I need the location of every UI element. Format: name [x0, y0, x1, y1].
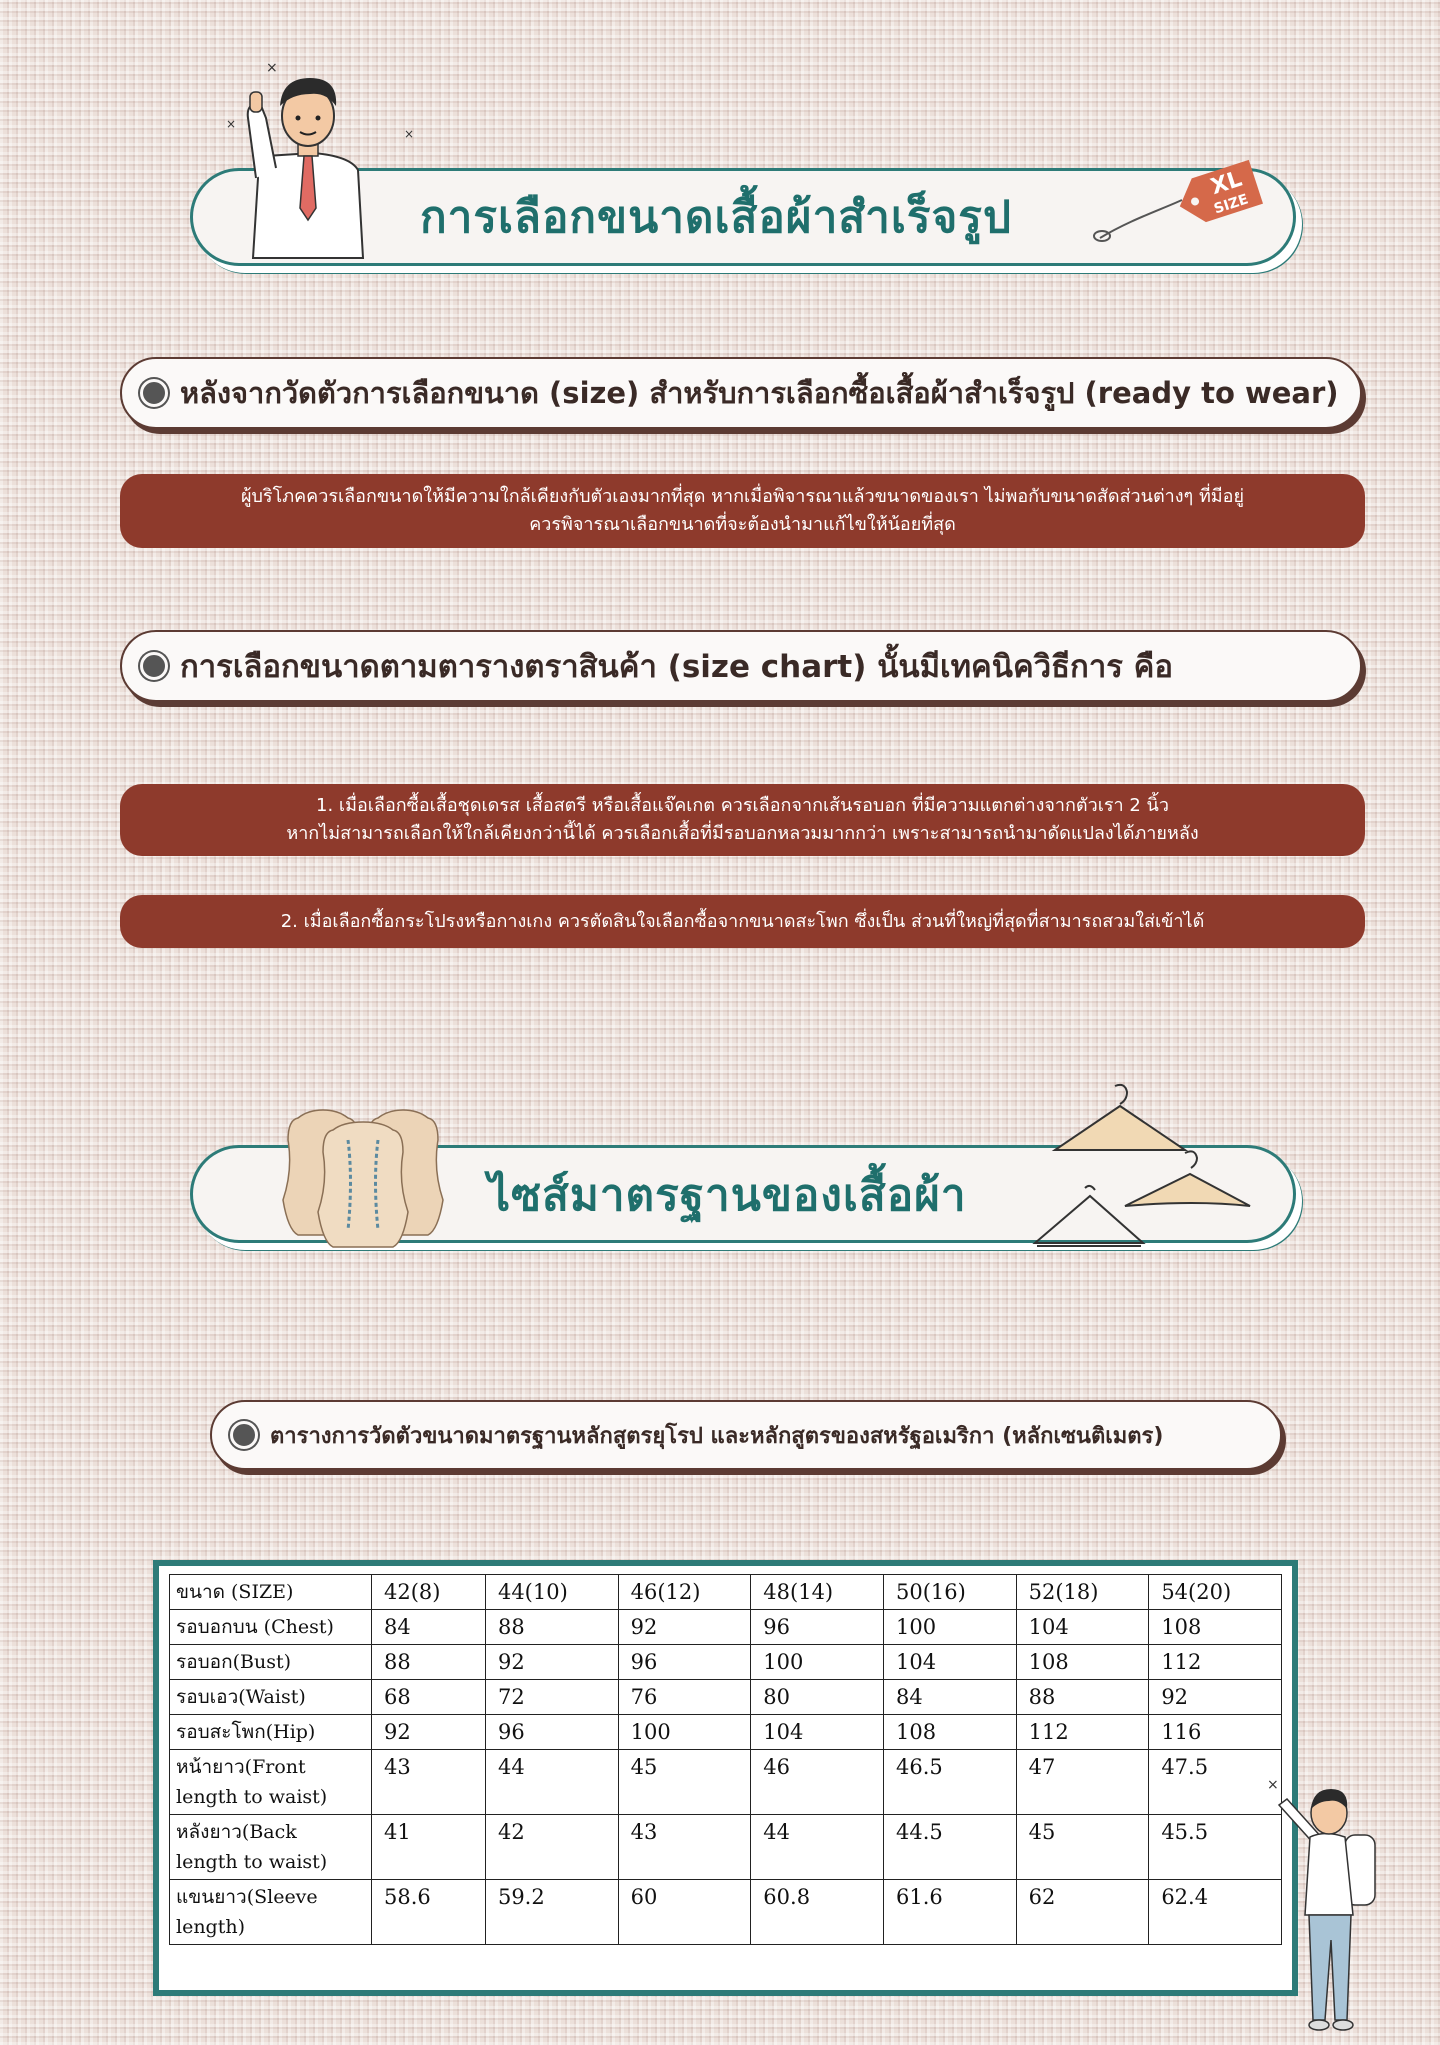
- table-cell: 42(8): [372, 1575, 486, 1610]
- row-label: รอบสะโพก(Hip): [170, 1715, 372, 1750]
- table-cell: 84: [372, 1610, 486, 1645]
- table-cell: 76: [618, 1680, 751, 1715]
- table-cell: 48(14): [751, 1575, 884, 1610]
- info2-bar: [120, 784, 1365, 856]
- table-cell: 108: [1149, 1610, 1282, 1645]
- table-cell: 104: [1016, 1610, 1149, 1645]
- table-cell: 92: [372, 1715, 486, 1750]
- table-cell: 92: [1149, 1680, 1282, 1715]
- table-cell: 45: [1016, 1815, 1149, 1880]
- row-label: รอบอกบน (Chest): [170, 1610, 372, 1645]
- table-row: [170, 1680, 1282, 1715]
- table-cell: 44: [751, 1815, 884, 1880]
- table-cell: 59.2: [485, 1880, 618, 1945]
- section1-title: การเลือกขนาดเสื้อผ้าสำเร็จรูป: [420, 192, 1012, 243]
- table-cell: 47: [1016, 1750, 1149, 1815]
- table-cell: 46: [751, 1750, 884, 1815]
- table-cell: 112: [1149, 1645, 1282, 1680]
- row-label: รอบเอว(Waist): [170, 1680, 372, 1715]
- info2-line2: หากไม่สามารถเลือกให้ใกล้เคียงกว่านี้ได้ ควรเลือกเสื้อที่มีรอบอกหลวมมากกว่า เพราะสามารถนำมาดัดแปลงได้ภายหลัง: [286, 823, 1199, 844]
- row-label: แขนยาว(Sleeve length): [170, 1880, 372, 1945]
- table-cell: 62: [1016, 1880, 1149, 1945]
- table-cell: 84: [883, 1680, 1016, 1715]
- table-cell: 108: [883, 1715, 1016, 1750]
- info1-line2: ควรพิจารณาเลือกขนาดที่จะต้องนำมาแก้ไขให้น้อยที่สุด: [529, 514, 956, 535]
- table-cell: 112: [1016, 1715, 1149, 1750]
- size-tag-icon: [1090, 150, 1270, 250]
- table-cell: 45: [618, 1750, 751, 1815]
- tag-xl-text: XL: [1207, 166, 1246, 201]
- table-cell: 88: [372, 1645, 486, 1680]
- table-row: [170, 1750, 1282, 1815]
- table-cell: 68: [372, 1680, 486, 1715]
- table-cell: 50(16): [883, 1575, 1016, 1610]
- tag-size-text: SIZE: [1212, 191, 1251, 218]
- info1-bar: [120, 474, 1365, 548]
- svg-text:×: ×: [404, 127, 415, 141]
- bullet-icon: [140, 379, 168, 407]
- table-cell: 60: [618, 1880, 751, 1945]
- heading3-pill: [210, 1400, 1282, 1470]
- svg-text:×: ×: [1267, 1777, 1279, 1793]
- heading2-text: การเลือกขนาดตามตารางตราสินค้า (size chart) นั้นมีเทคนิควิธีการ คือ: [180, 649, 1174, 685]
- table-cell: 47.5: [1149, 1750, 1282, 1815]
- table-cell: 43: [618, 1815, 751, 1880]
- table-row: [170, 1645, 1282, 1680]
- row-label: หลังยาว(Back length to waist): [170, 1815, 372, 1880]
- table-cell: 96: [618, 1645, 751, 1680]
- table-cell: 44: [485, 1750, 618, 1815]
- table-cell: 96: [751, 1610, 884, 1645]
- info1-line1: ผู้บริโภคควรเลือกขนาดให้มีความใกล้เคียงกับตัวเองมากที่สุด หากเมื่อพิจารณาแล้วขนาดของเรา ไม่พอกับขนาดสัดส่วนต่างๆ ที่มีอยู่: [240, 486, 1245, 507]
- table-row: [170, 1815, 1282, 1880]
- student-pointing-illustration: [1265, 1775, 1395, 2040]
- clothes-hangers: [1025, 1078, 1265, 1258]
- table-cell: 60.8: [751, 1880, 884, 1945]
- table-cell: 42: [485, 1815, 618, 1880]
- table-cell: 54(20): [1149, 1575, 1282, 1610]
- table-cell: 72: [485, 1680, 618, 1715]
- svg-text:×: ×: [226, 117, 237, 131]
- man-pointing-illustration: [218, 58, 415, 268]
- row-label: หน้ายาว(Front length to waist): [170, 1750, 372, 1815]
- table-cell: 61.6: [883, 1880, 1016, 1945]
- heading1-text: หลังจากวัดตัวการเลือกขนาด (size) สำหรับการเลือกซื้อเสื้อผ้าสำเร็จรูป (ready to wear): [180, 376, 1339, 410]
- table-cell: 58.6: [372, 1880, 486, 1945]
- table-cell: 88: [485, 1610, 618, 1645]
- table-cell: 96: [485, 1715, 618, 1750]
- bullet-icon: [230, 1421, 258, 1449]
- table-cell: 88: [1016, 1680, 1149, 1715]
- table-row: [170, 1575, 1282, 1610]
- bullet-icon: [140, 652, 168, 680]
- heading1-pill: [120, 357, 1362, 429]
- table-cell: 108: [1016, 1645, 1149, 1680]
- table-cell: 45.5: [1149, 1815, 1282, 1880]
- table-cell: 52(18): [1016, 1575, 1149, 1610]
- row-label: รอบอก(Bust): [170, 1645, 372, 1680]
- table-cell: 116: [1149, 1715, 1282, 1750]
- table-cell: 80: [751, 1680, 884, 1715]
- table-cell: 100: [618, 1715, 751, 1750]
- svg-text:×: ×: [266, 60, 278, 76]
- section2-title: ไซส์มาตรฐานของเสื้อผ้า: [488, 1170, 967, 1221]
- table-cell: 100: [751, 1645, 884, 1680]
- heading2-pill: [120, 630, 1362, 702]
- table-cell: 92: [485, 1645, 618, 1680]
- dress-form-mannequins: [278, 1100, 458, 1250]
- heading3-text: ตารางการวัดตัวขนาดมาตรฐานหลักสูตรยุโรป และหลักสูตรของสหรัฐอเมริกา (หลักเซนติเมตร): [270, 1423, 1164, 1449]
- info3-line1: 2. เมื่อเลือกซื้อกระโปรงหรือกางเกง ควรตัดสินใจเลือกซื้อจากขนาดสะโพก ซึ่งเป็น ส่วนที่ใหญ่ที่สุดที่สามารถสวมใส่เข้าได้: [280, 910, 1205, 932]
- table-cell: 44.5: [883, 1815, 1016, 1880]
- table-row: [170, 1610, 1282, 1645]
- table-cell: 41: [372, 1815, 486, 1880]
- size-table: [169, 1574, 1282, 1945]
- table-cell: 46(12): [618, 1575, 751, 1610]
- table-row: [170, 1880, 1282, 1945]
- table-cell: 92: [618, 1610, 751, 1645]
- table-cell: 43: [372, 1750, 486, 1815]
- table-cell: 100: [883, 1610, 1016, 1645]
- table-row: [170, 1715, 1282, 1750]
- table-cell: 44(10): [485, 1575, 618, 1610]
- table-cell: 104: [883, 1645, 1016, 1680]
- table-cell: 104: [751, 1715, 884, 1750]
- table-cell: 46.5: [883, 1750, 1016, 1815]
- table-cell: 62.4: [1149, 1880, 1282, 1945]
- row-label: ขนาด (SIZE): [170, 1575, 372, 1610]
- size-table-frame: [153, 1560, 1298, 1996]
- info3-bar: [120, 895, 1365, 948]
- info2-line1: 1. เมื่อเลือกซื้อเสื้อชุดเดรส เสื้อสตรี หรือเสื้อแจ๊คเกต ควรเลือกจากเส้นรอบอก ที่มีความแตกต่างจากตัวเรา 2 นิ้ว: [316, 795, 1169, 816]
